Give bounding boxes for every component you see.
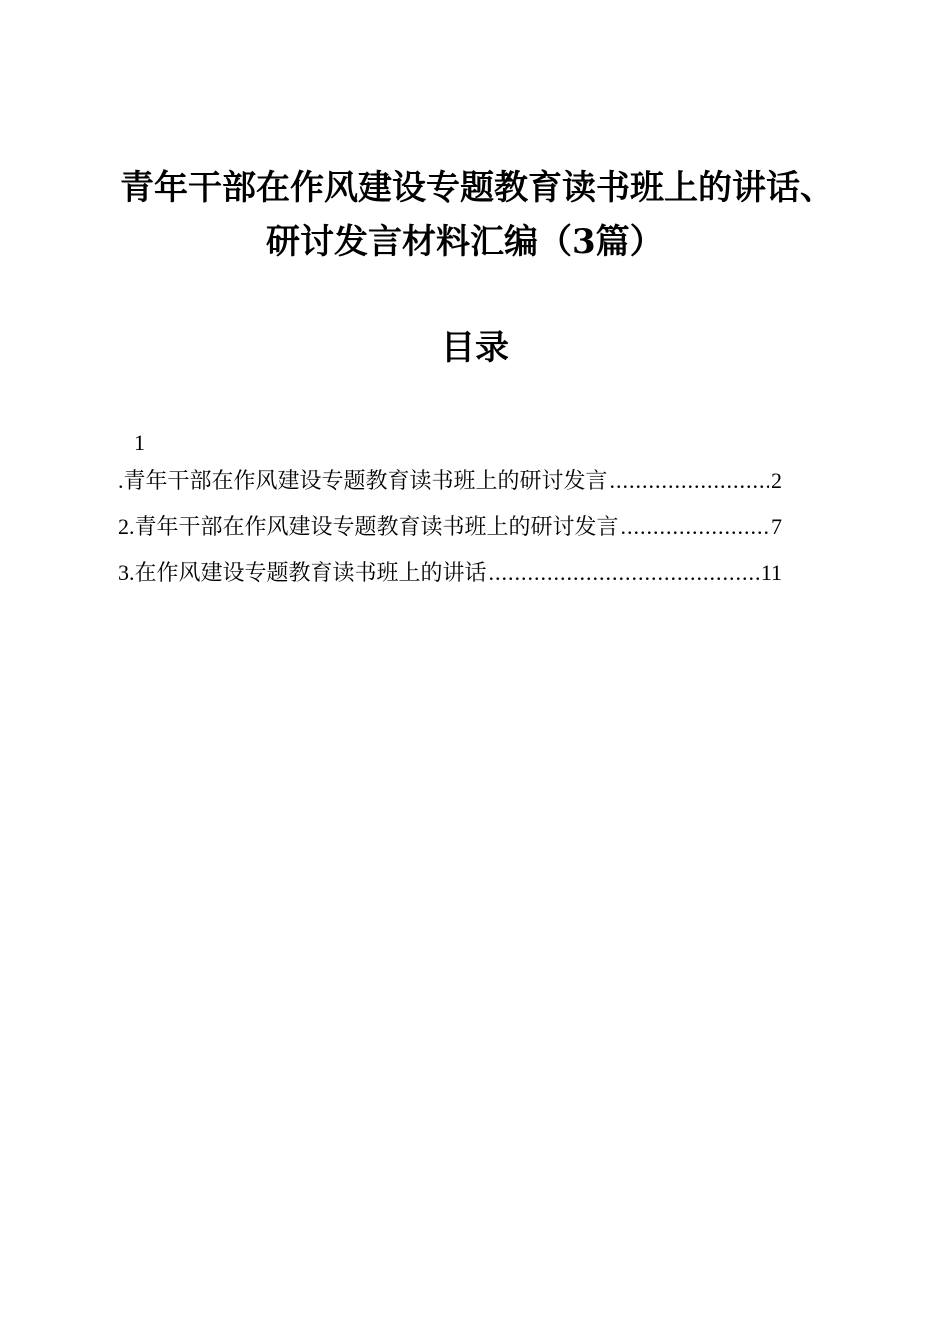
toc-entry-separator: . [118, 468, 124, 493]
toc-entry-number: 3 [118, 560, 129, 585]
toc-entry-separator: . [129, 514, 135, 539]
toc-entry-page-number: 11 [760, 560, 782, 585]
toc-entry-page-number: 7 [771, 514, 782, 539]
toc-entry-leader-dots [621, 504, 769, 550]
document-title-line-2: 研讨发言材料汇编（3篇） [266, 222, 664, 262]
toc-heading: 目录 [441, 328, 509, 368]
document-title-line-1: 青年干部在作风建设专题教育读书班上的讲话、 [120, 168, 834, 208]
toc-entry-label: 在作风建设专题教育读书班上的讲话 [134, 561, 487, 586]
toc-entry-label: 青年干部在作风建设专题教育读书班上的研讨发言 [134, 515, 619, 540]
toc-entry-separator: . [129, 560, 135, 585]
toc-entry-1-number: 1 [134, 430, 145, 455]
toc-entry-number: 2 [118, 514, 129, 539]
toc-entry-page-number: 2 [771, 468, 782, 493]
toc-entry-3[interactable] [118, 550, 782, 596]
toc-entry-2[interactable] [118, 504, 782, 550]
table-of-contents [118, 428, 782, 596]
toc-entry-label: 青年干部在作风建设专题教育读书班上的研讨发言 [123, 469, 608, 494]
toc-entry-1[interactable] [118, 458, 782, 504]
toc-entry-leader-dots [489, 550, 759, 596]
toc-entry-leader-dots [610, 458, 769, 504]
